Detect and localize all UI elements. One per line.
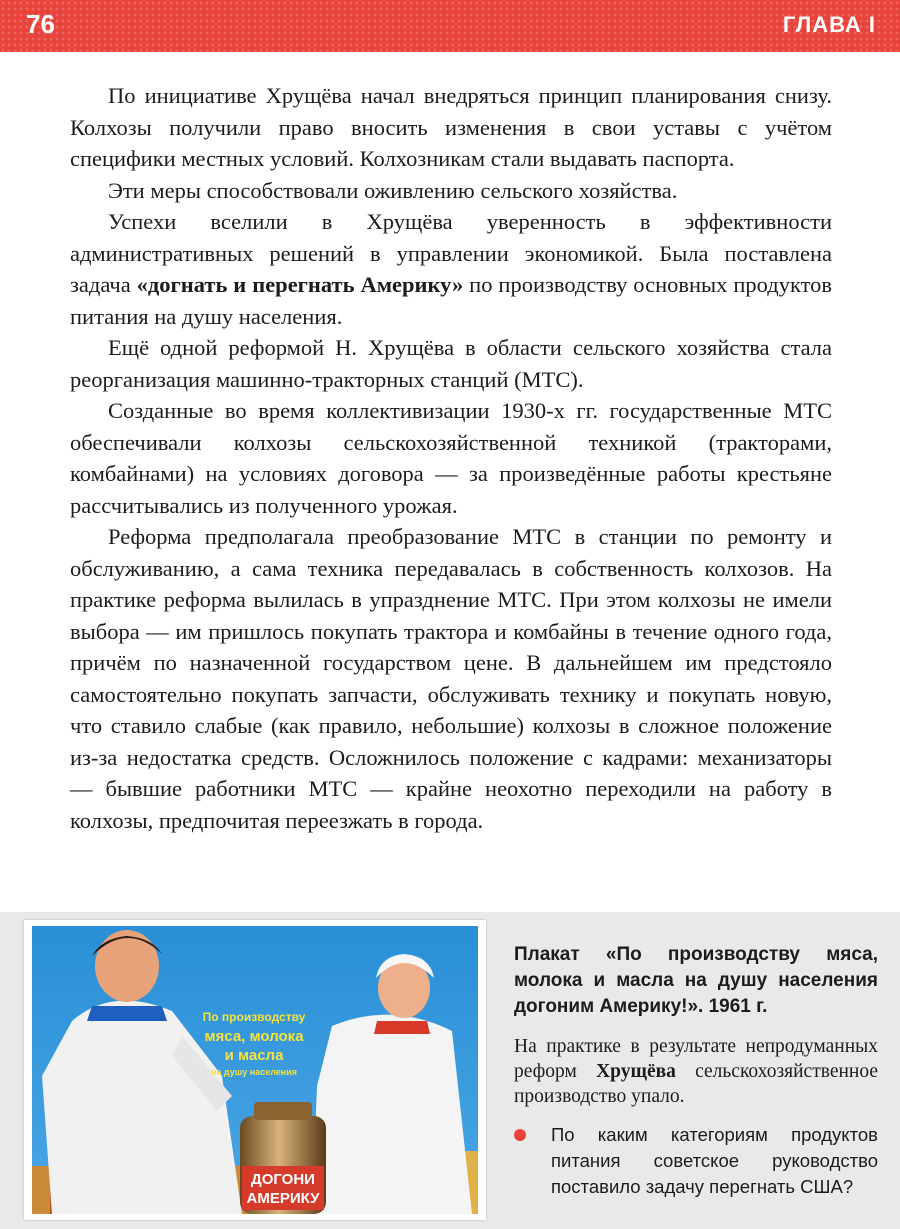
- can-slogan-line2: АМЕРИКУ: [246, 1190, 320, 1207]
- chapter-label: ГЛАВА I: [782, 12, 876, 37]
- page-header: [0, 0, 900, 52]
- illustration-section: [0, 912, 900, 1229]
- slogan-bold: «догнать и перегнать Америку»: [136, 272, 464, 297]
- poster-image: [24, 920, 486, 1220]
- poster-caption: Плакат «По производству мяса, молока и масла на душу населения догоним Америку!». 1961 г.: [514, 944, 878, 1017]
- paragraph: Успехи вселили в Хрущёва уверенность в эффективности административных решений в управлении экономикой. Была поставлена задача «догнать и перегнать Америку» по производству основных продуктов питания на душу населения.: [70, 209, 832, 329]
- paragraph: Ещё одной реформой Н. Хрущёва в области сельского хозяйства стала реорганизация машинно-тракторных станций (МТС).: [70, 335, 832, 392]
- poster-line2: мяса, молока: [204, 1028, 304, 1045]
- paragraph: Созданные во время коллективизации 1930-х гг. государственные МТС обеспечивали колхозы сельскохозяйственной техникой (тракторами, комбайнами) на условиях договора — за произведённые работы крестьяне рассчитывались из полученного урожая.: [70, 398, 832, 518]
- can-slogan-line1: ДОГОНИ: [251, 1171, 315, 1188]
- poster-line3: и масла: [224, 1047, 284, 1064]
- page-number: 76: [26, 9, 55, 39]
- question-bullet-icon: [514, 1129, 526, 1141]
- note-text: На практике в результате непродуманных реформ Хрущёва сельскохозяйственное производство упало.: [514, 1036, 878, 1107]
- poster-line1: По производству: [202, 1010, 306, 1024]
- review-question: По каким категориям продуктов питания советское руководство поставило задачу перегнать США?: [551, 1124, 878, 1197]
- main-text: [70, 80, 832, 836]
- paragraph: По инициативе Хрущёва начал внедряться принцип планирования снизу. Колхозы получили право вносить изменения в свои уставы с учётом специфики местных условий. Колхозникам стали выдавать паспорта.: [70, 83, 832, 171]
- paragraph: Эти меры способствовали оживлению сельского хозяйства.: [108, 177, 678, 203]
- paragraph: Реформа предполагала преобразование МТС в станции по ремонту и обслуживанию, а сама техника передавалась в собственность колхозов. На практике реформа вылилась в упразднение МТС. При этом колхозы не имели выбора — им пришлось покупать трактора и комбайны в течение одного года, причём по назначенной государством цене. В дальнейшем им предстояло самостоятельно покупать запчасти, обслуживать технику и покупать новую, что ставило слабые (как правило, небольшие) колхозы в сложное положение из-за недостатка средств. Осложнилось положение с кадрами: механизаторы — бывшие работники МТС — крайне неохотно переходили на работу в колхозы, предпочитая переезжать в города.: [70, 524, 832, 833]
- note-bold: Хрущёва: [596, 1061, 676, 1082]
- poster-line4: на душу населения: [210, 1067, 298, 1077]
